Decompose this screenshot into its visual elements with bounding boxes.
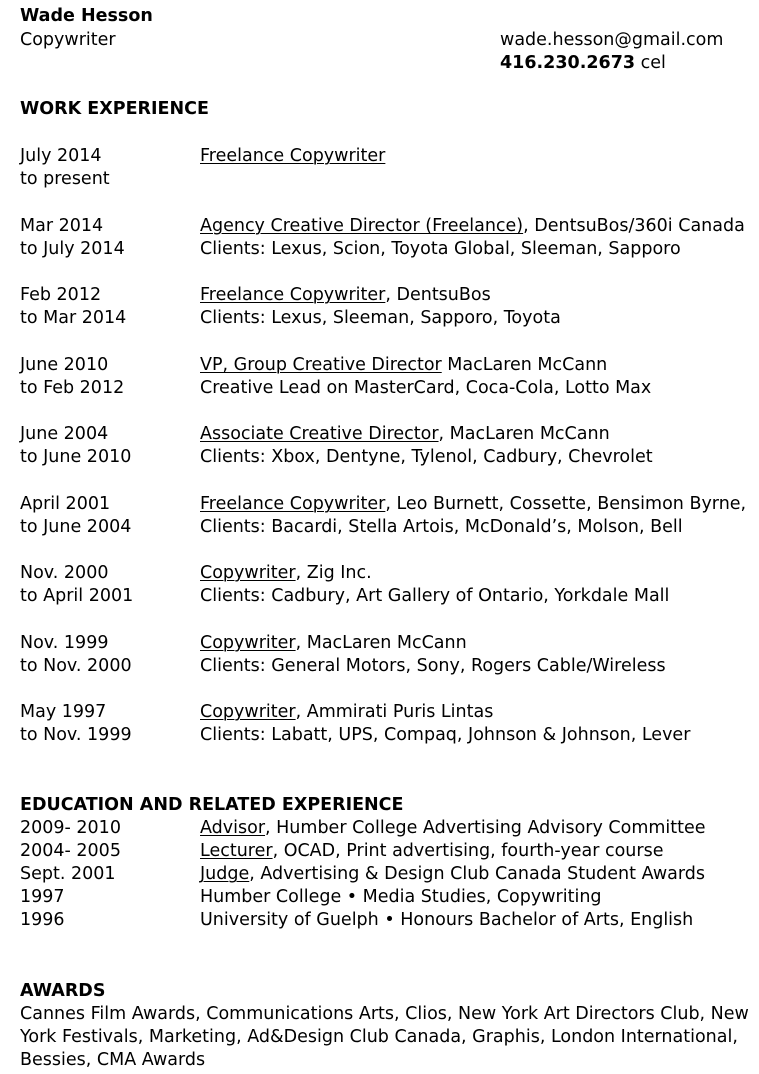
work-role-line [200, 701, 493, 724]
work-detail: Clients: Bacardi, Stella Artois, McDonald’s, Molson, Bell [200, 517, 683, 537]
work-start-date: June 2004 [20, 424, 109, 444]
education-date: 1996 [20, 910, 65, 930]
work-start-date: Nov. 1999 [20, 633, 109, 653]
education-text: , OCAD, Print advertising, fourth-year course [272, 841, 664, 861]
education-date: Sept. 2001 [20, 864, 116, 884]
work-company: , Ammirati Puris Lintas [295, 702, 494, 722]
work-role: Freelance Copywriter [200, 494, 386, 514]
work-end-date: to present [20, 169, 110, 189]
work-role-line [200, 562, 372, 585]
phone-line [500, 52, 666, 75]
education-date: 2009- 2010 [20, 818, 121, 838]
work-start-date: Mar 2014 [20, 216, 104, 236]
education-text: , Advertising & Design Club Canada Student Awards [249, 864, 705, 884]
education-line [200, 863, 705, 886]
education-role: Lecturer [200, 841, 273, 861]
education-heading: EDUCATION AND RELATED EXPERIENCE [20, 795, 404, 815]
education-text: University of Guelph • Honours Bachelor of Arts, English [200, 910, 694, 930]
work-role-line [200, 215, 745, 238]
work-role-line [200, 423, 610, 446]
work-role: Copywriter [200, 563, 296, 583]
phone-number: 416.230.2673 [500, 53, 636, 73]
education-date: 2004- 2005 [20, 841, 121, 861]
work-detail: Clients: Xbox, Dentyne, Tylenol, Cadbury, Chevrolet [200, 447, 653, 467]
work-company: , Zig Inc. [295, 563, 372, 583]
work-role-line [200, 145, 385, 168]
awards-line: Cannes Film Awards, Communications Arts, Clios, New York Art Directors Club, New [20, 1004, 749, 1024]
work-end-date: to Nov. 2000 [20, 656, 132, 676]
education-text: , Humber College Advertising Advisory Committee [265, 818, 706, 838]
work-detail: Creative Lead on MasterCard, Coca-Cola, Lotto Max [200, 378, 652, 398]
education-line [200, 817, 706, 840]
work-role-line [200, 493, 746, 516]
work-detail: Clients: Lexus, Sleeman, Sapporo, Toyota [200, 308, 561, 328]
work-end-date: to April 2001 [20, 586, 134, 606]
work-detail: Clients: Labatt, UPS, Compaq, Johnson & Johnson, Lever [200, 725, 691, 745]
education-role: Judge [200, 864, 250, 884]
resume-title: Copywriter [20, 30, 116, 50]
awards-heading: AWARDS [20, 981, 106, 1001]
awards-line: York Festivals, Marketing, Ad&Design Club Canada, Graphis, London International, [20, 1027, 738, 1047]
awards-line: Bessies, CMA Awards [20, 1050, 206, 1070]
work-role-line [200, 632, 467, 655]
work-end-date: to Nov. 1999 [20, 725, 132, 745]
work-start-date: Nov. 2000 [20, 563, 109, 583]
work-company: , MacLaren McCann [438, 424, 610, 444]
work-company: , DentsuBos [385, 285, 491, 305]
work-role: Associate Creative Director [200, 424, 439, 444]
work-role-line [200, 284, 491, 307]
work-start-date: May 1997 [20, 702, 107, 722]
education-role: Advisor [200, 818, 266, 838]
work-company: , Leo Burnett, Cossette, Bensimon Byrne, [385, 494, 747, 514]
work-end-date: to June 2010 [20, 447, 132, 467]
work-role-line [200, 354, 607, 377]
work-end-date: to July 2014 [20, 239, 125, 259]
work-role: Agency Creative Director (Freelance) [200, 216, 524, 236]
work-end-date: to Feb 2012 [20, 378, 125, 398]
work-start-date: April 2001 [20, 494, 111, 514]
work-role: VP, Group Creative Director [200, 355, 442, 375]
work-start-date: July 2014 [20, 146, 102, 166]
phone-suffix: cel [635, 53, 666, 73]
work-detail: Clients: Cadbury, Art Gallery of Ontario, Yorkdale Mall [200, 586, 670, 606]
education-text: Humber College • Media Studies, Copywriting [200, 887, 602, 907]
work-role: Copywriter [200, 633, 296, 653]
education-date: 1997 [20, 887, 65, 907]
education-line [200, 840, 663, 863]
work-end-date: to Mar 2014 [20, 308, 127, 328]
work-company: , DentsuBos/360i Canada [523, 216, 745, 236]
work-experience-heading: WORK EXPERIENCE [20, 99, 209, 119]
work-role: Freelance Copywriter [200, 146, 386, 166]
work-company: MacLaren McCann [441, 355, 608, 375]
email-address: wade.hesson@gmail.com [500, 30, 724, 50]
work-detail: Clients: Lexus, Scion, Toyota Global, Sleeman, Sapporo [200, 239, 681, 259]
work-detail: Clients: General Motors, Sony, Rogers Cable/Wireless [200, 656, 666, 676]
work-role: Freelance Copywriter [200, 285, 386, 305]
work-company: , MacLaren McCann [295, 633, 467, 653]
resume-name: Wade Hesson [20, 6, 153, 26]
work-end-date: to June 2004 [20, 517, 132, 537]
work-start-date: Feb 2012 [20, 285, 102, 305]
work-start-date: June 2010 [20, 355, 109, 375]
work-role: Copywriter [200, 702, 296, 722]
